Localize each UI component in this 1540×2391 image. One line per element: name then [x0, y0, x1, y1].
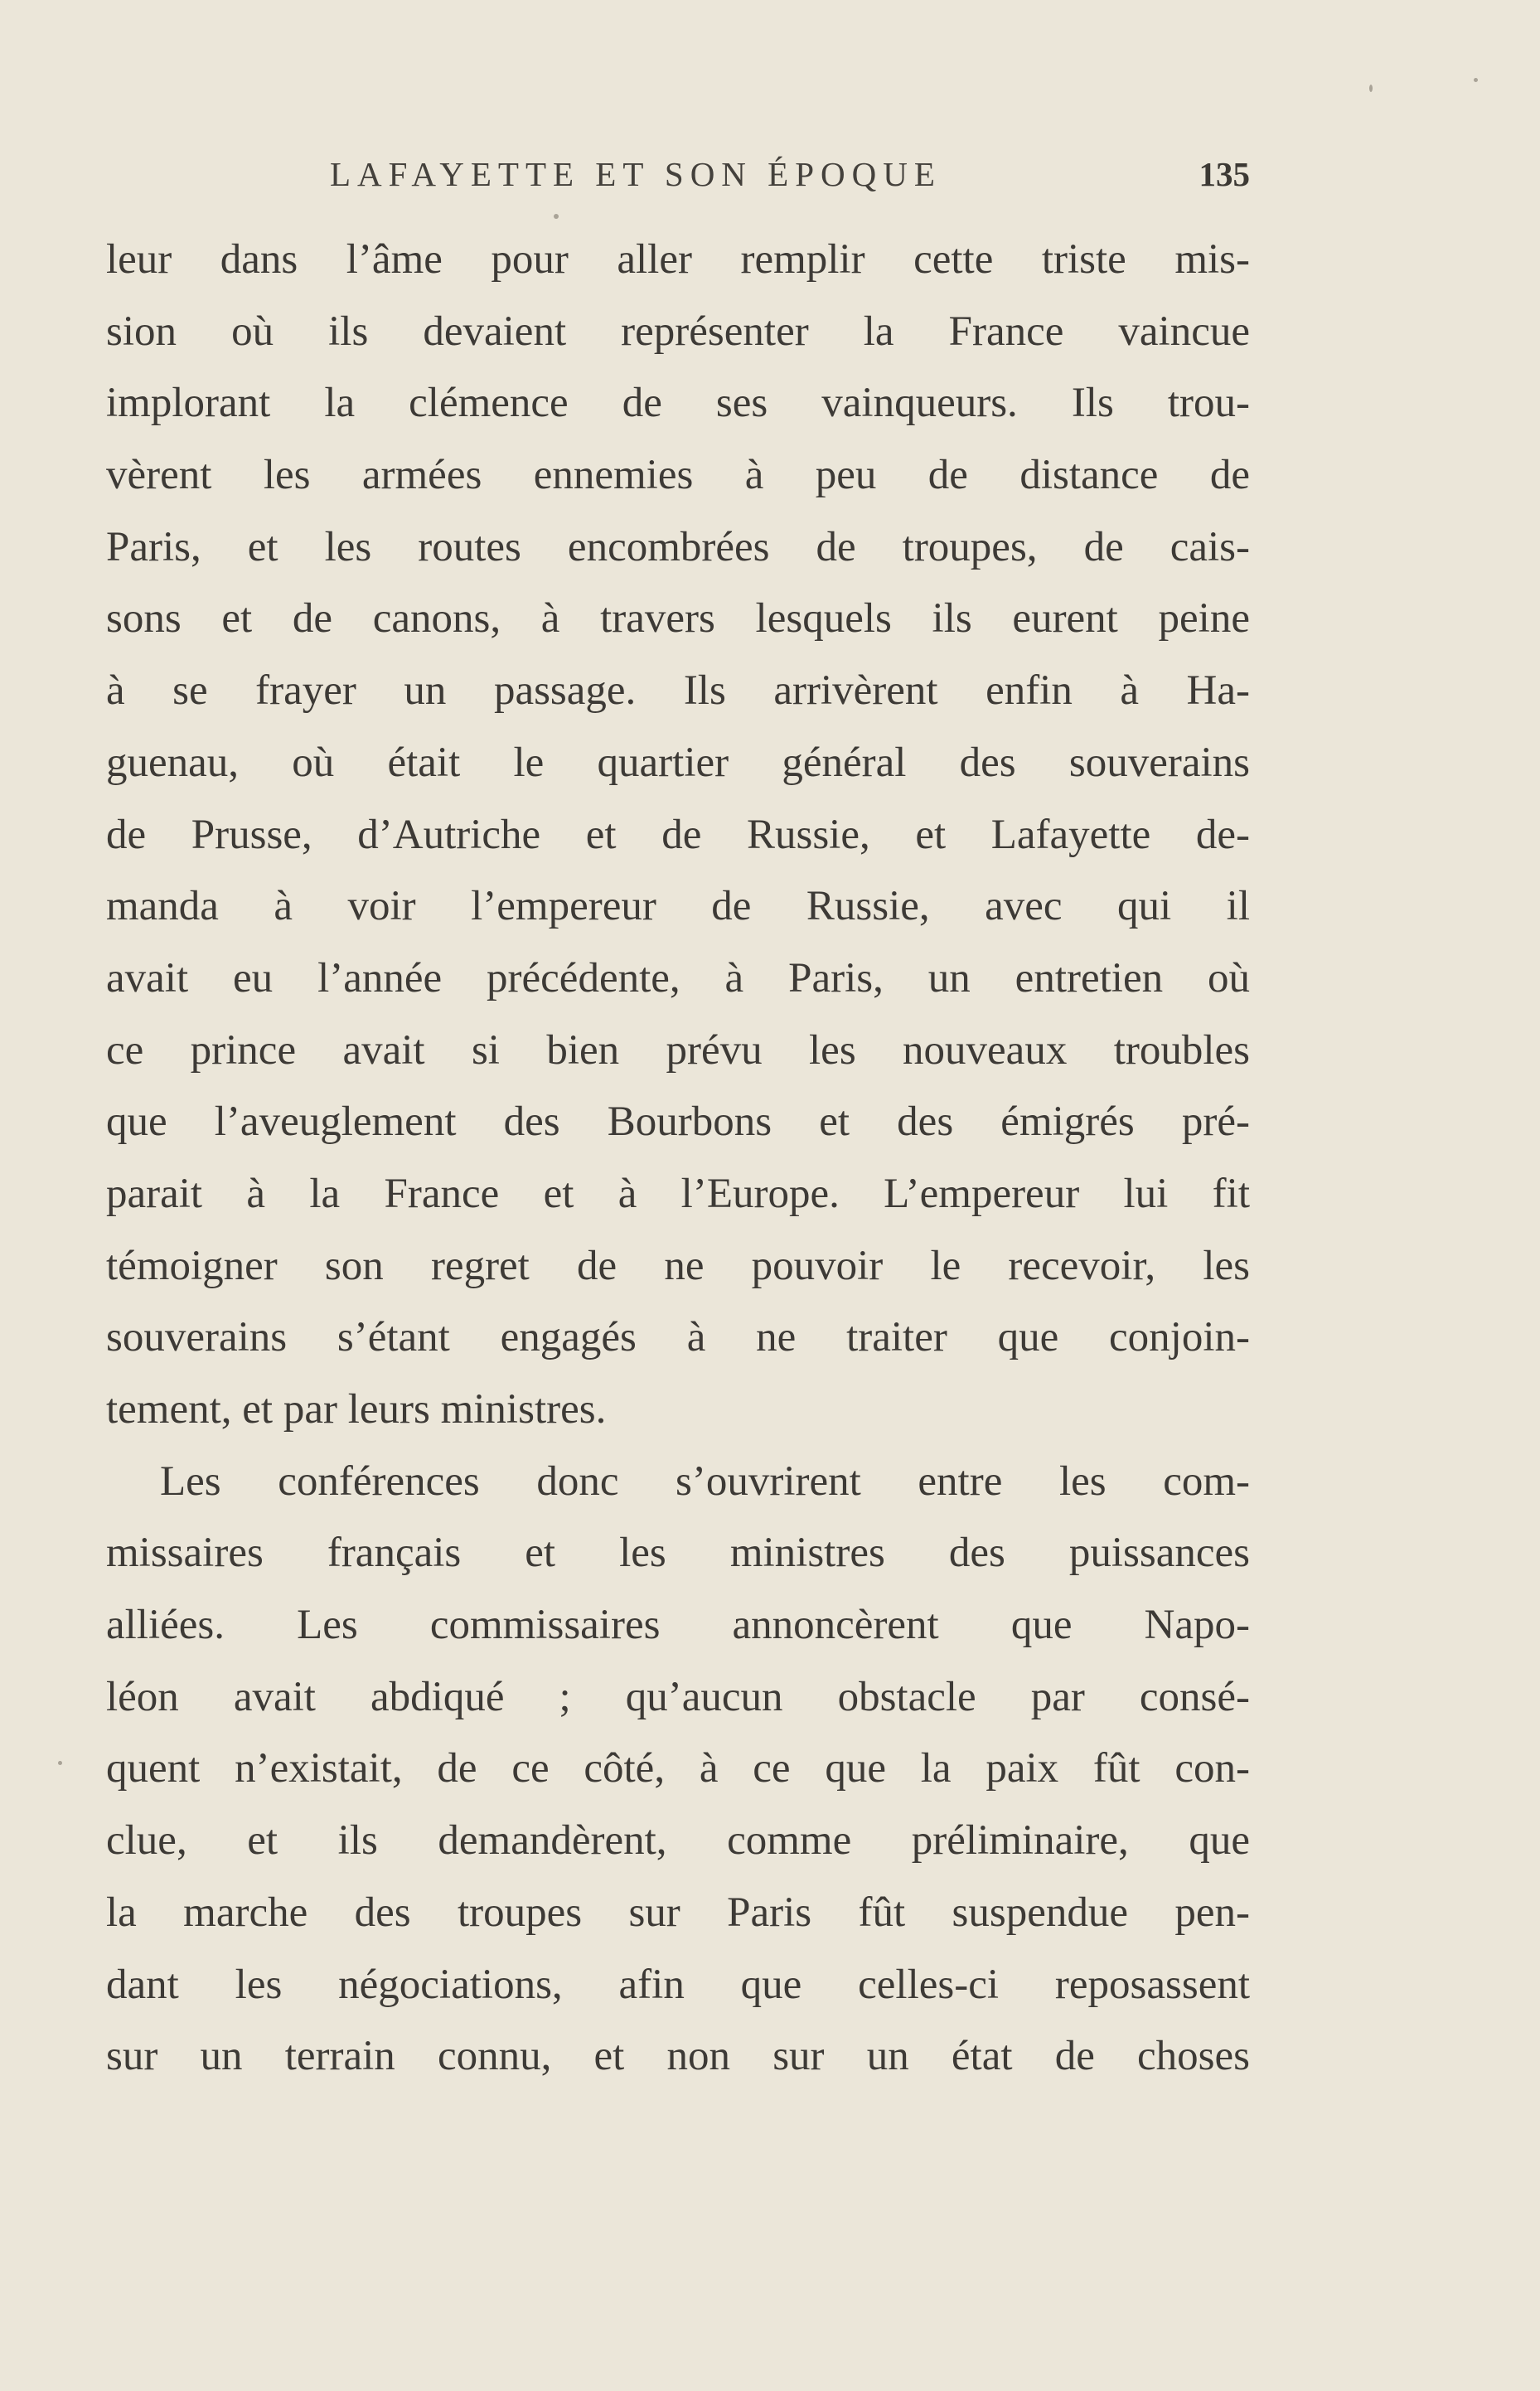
- text-line: souverains s’étant engagés à ne traiter que conjoin-: [106, 1314, 1250, 1361]
- text-line: alliées. Les commissaires annoncèrent que Napo-: [106, 1602, 1250, 1649]
- paragraph-start-line: Les conférences donc s’ouvrirent entre les com-: [160, 1457, 1250, 1505]
- text-line: clue, et ils demandèrent, comme préliminaire, que: [106, 1817, 1250, 1865]
- text-line: tement, et par leurs ministres.: [106, 1386, 607, 1433]
- text-line: vèrent les armées ennemies à peu de distance de: [106, 452, 1250, 499]
- text-line: à se frayer un passage. Ils arrivèrent enfin à Ha-: [106, 667, 1250, 715]
- text-line: de Prusse, d’Autriche et de Russie, et Lafayette de-: [106, 811, 1250, 858]
- text-line: quent n’existait, de ce côté, à ce que la paix fût con-: [106, 1745, 1250, 1792]
- paper-speck: [554, 214, 559, 219]
- text-line: guenau, où était le quartier général des souverains: [106, 739, 1250, 786]
- text-line: sons et de canons, à travers lesquels ils eurent peine: [106, 595, 1250, 643]
- paper-speck: [58, 1761, 62, 1765]
- text-line: témoigner son regret de ne pouvoir le recevoir, les: [106, 1242, 1250, 1289]
- text-line: avait eu l’année précédente, à Paris, un entretien où: [106, 954, 1250, 1002]
- body-text: [106, 224, 1250, 2093]
- paper-speck: [1369, 85, 1373, 92]
- text-line: léon avait abdiqué ; qu’aucun obstacle par consé-: [106, 1673, 1250, 1720]
- text-line: la marche des troupes sur Paris fût suspendue pen-: [106, 1889, 1250, 1936]
- running-title: LAFAYETTE ET SON ÉPOQUE: [330, 155, 942, 193]
- text-line: parait à la France et à l’Europe. L’empereur lui fit: [106, 1170, 1250, 1217]
- page-number: 135: [1199, 155, 1250, 193]
- text-line: ce prince avait si bien prévu les nouveaux troubles: [106, 1026, 1250, 1074]
- text-line: leur dans l’âme pour aller remplir cette triste mis-: [106, 236, 1250, 283]
- text-line: que l’aveuglement des Bourbons et des émigrés pré-: [106, 1099, 1250, 1146]
- text-line: missaires français et les ministres des puissances: [106, 1530, 1250, 1577]
- text-line: Paris, et les routes encombrées de troupes, de cais-: [106, 523, 1250, 570]
- text-line: dant les négociations, afin que celles-ci reposassent: [106, 1961, 1250, 2008]
- paper-speck: [1474, 78, 1478, 82]
- text-line: implorant la clémence de ses vainqueurs. Ils trou-: [106, 380, 1250, 427]
- text-line: sion où ils devaient représenter la France vaincue: [106, 308, 1250, 355]
- text-line: manda à voir l’empereur de Russie, avec qui il: [106, 883, 1250, 930]
- running-header: [106, 154, 1250, 204]
- text-line: sur un terrain connu, et non sur un état de choses: [106, 2033, 1250, 2080]
